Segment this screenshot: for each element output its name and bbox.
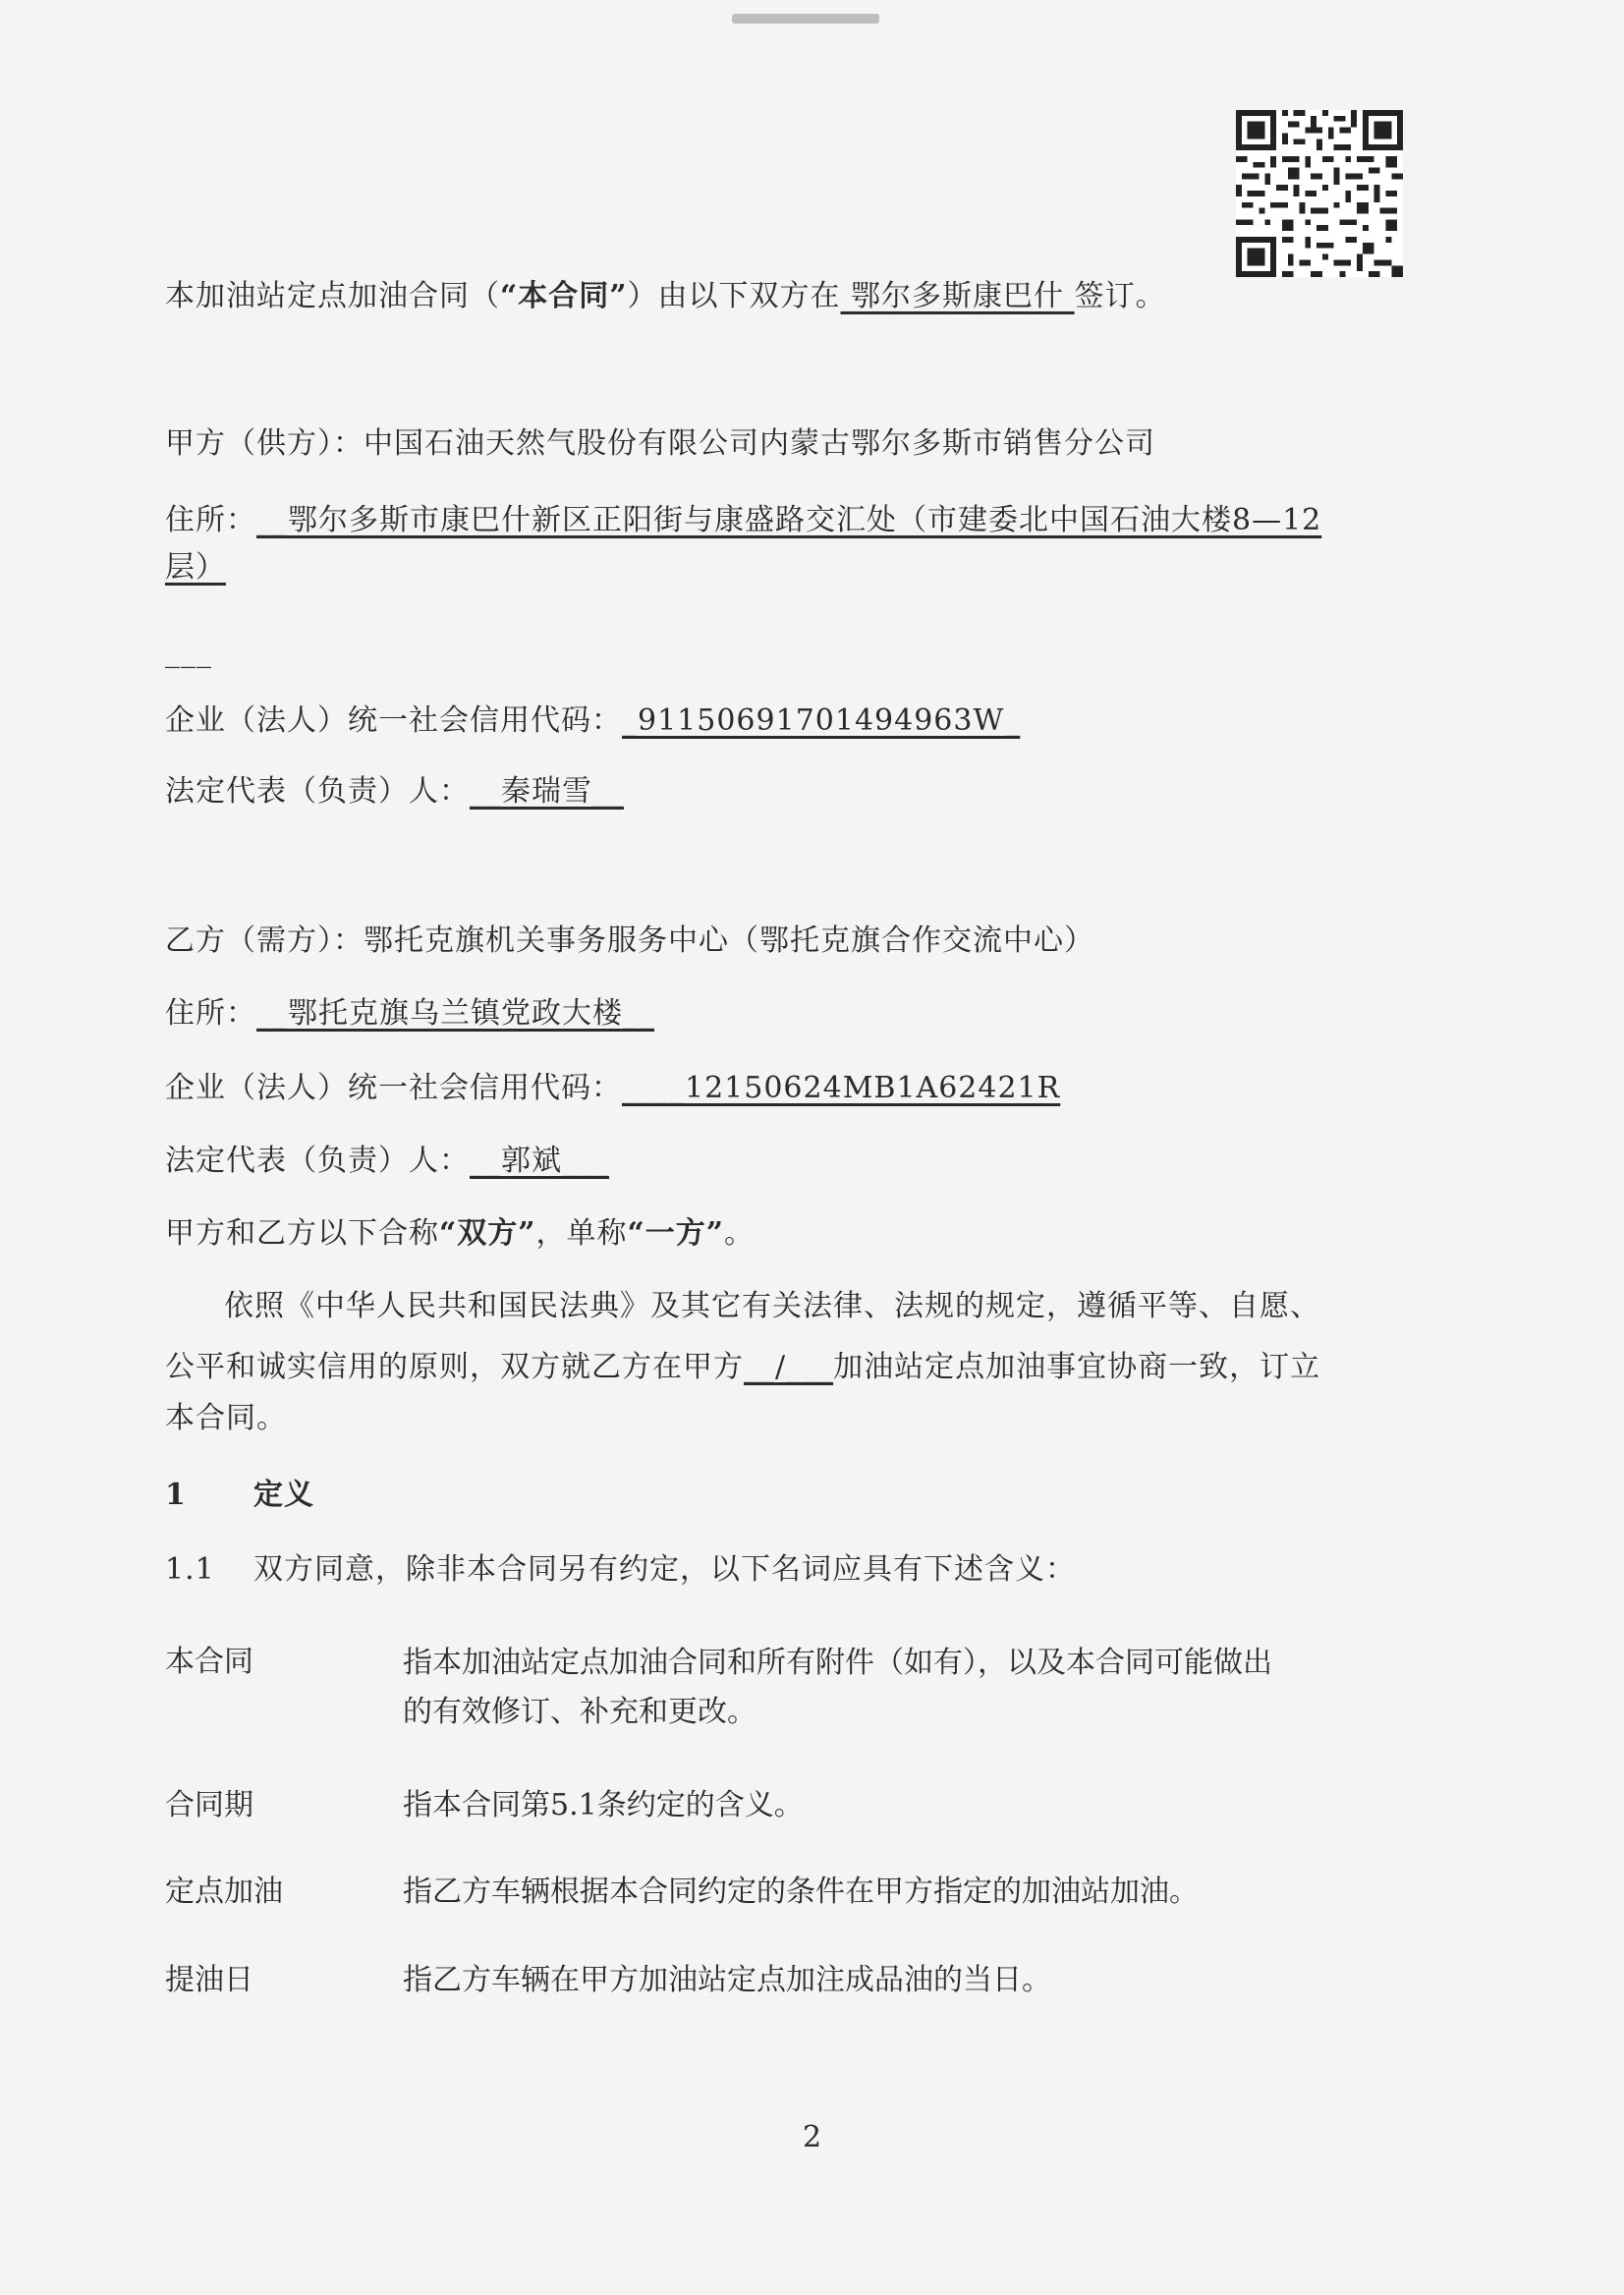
party-b-credit-label: 企业（法人）统一社会信用代码： [165, 1071, 622, 1105]
intro-middle: ）由以下双方在 [627, 279, 841, 313]
scan-mark [732, 14, 879, 24]
party-a-line [165, 424, 1155, 464]
intro-suffix: 签订。 [1074, 279, 1166, 313]
party-a-rep-line [165, 772, 624, 812]
basis-line-3 [165, 1399, 287, 1438]
party-a-rep-name: __秦瑞雪__ [470, 774, 624, 809]
definition-term: 合同期 [165, 1788, 253, 1822]
both-parties-suffix: 。 [724, 1216, 756, 1251]
clause-1-1-number-wrap [165, 1550, 215, 1590]
definition-desc-line: 的有效修订、补充和更改。 [403, 1695, 756, 1729]
party-a-address-line3 [165, 633, 212, 672]
term-one-party: “一方” [627, 1216, 725, 1251]
section-1-title: 定义 [253, 1478, 314, 1512]
section-1-number: 1 [165, 1478, 187, 1512]
party-a-address-line [165, 501, 1321, 540]
section-1-heading [165, 1476, 187, 1515]
party-a-name: 中国石油天然气股份有限公司内蒙古鄂尔多斯市销售分公司 [364, 426, 1155, 461]
party-b-address-line [165, 994, 654, 1034]
definition-desc [403, 1781, 1395, 1830]
definition-desc [403, 1868, 1395, 1917]
both-parties-mid: ，单称 [535, 1216, 628, 1251]
intro-prefix: 本加油站定点加油合同（ [165, 279, 500, 313]
signing-place: 鄂尔多斯康巴什 [840, 279, 1075, 313]
term-both-parties: “双方” [439, 1216, 536, 1251]
both-parties-prefix: 甲方和乙方以下合称 [165, 1216, 439, 1251]
basis-text-3: 本合同。 [165, 1401, 287, 1435]
party-a-credit-code: _91150691701494963W_ [622, 703, 1021, 738]
party-b-credit-line [165, 1069, 1060, 1108]
party-a-credit-line [165, 701, 1020, 741]
intro-line [165, 277, 1166, 316]
qr-code-icon [1236, 110, 1403, 277]
definition-term: 提油日 [165, 1963, 253, 1997]
party-a-address-cont: 层） [165, 550, 226, 585]
party-b-name: 鄂托克旗机关事务服务中心（鄂托克旗合作交流中心） [364, 924, 1094, 958]
party-a-address-label: 住所： [165, 503, 256, 537]
party-a-address-line2 [165, 548, 226, 588]
basis-text-2-prefix: 公平和诚实信用的原则，双方就乙方在甲方 [165, 1350, 744, 1384]
basis-text-2-suffix: 加油站定点加油事宜协商一致，订立 [833, 1350, 1321, 1384]
party-b-line [165, 922, 1094, 961]
party-a-label: 甲方（供方）： [165, 426, 364, 461]
clause-1-1-text-wrap [253, 1550, 1076, 1590]
party-b-rep-line [165, 1142, 609, 1181]
definition-desc [403, 1639, 1395, 1737]
party-a-rep-label: 法定代表（负责）人： [165, 774, 470, 809]
party-a-address-blank: ___ [165, 635, 212, 669]
party-a-address: __鄂尔多斯市康巴什新区正阳街与康盛路交汇处（市建委北中国石油大楼8—12 [256, 503, 1322, 537]
both-parties-line [165, 1214, 755, 1254]
station-blank: __/___ [744, 1350, 834, 1384]
definition-desc [403, 1956, 1395, 2005]
party-a-credit-label: 企业（法人）统一社会信用代码： [165, 703, 622, 738]
definition-term: 定点加油 [165, 1875, 283, 1909]
definition-desc-line: 指乙方车辆根据本合同约定的条件在甲方指定的加油站加油。 [403, 1875, 1199, 1909]
basis-line-2 [165, 1348, 1320, 1387]
party-b-credit-code: ____12150624MB1A62421R [622, 1071, 1061, 1105]
basis-line-1 [224, 1287, 1320, 1326]
basis-text-1: 依照《中华人民共和国民法典》及其它有关法律、法规的规定，遵循平等、自愿、 [224, 1289, 1320, 1323]
definition-desc-line: 指本加油站定点加油合同和所有附件（如有），以及本合同可能做出 [403, 1646, 1272, 1680]
definition-desc-line: 指本合同第5.1条约定的含义。 [403, 1788, 804, 1822]
party-b-address: __鄂托克旗乌兰镇党政大楼__ [256, 996, 654, 1031]
party-b-rep-name: __郭斌___ [470, 1144, 609, 1178]
clause-1-1-number: 1.1 [165, 1552, 215, 1587]
party-b-label: 乙方（需方）： [165, 924, 364, 958]
clause-1-1-text: 双方同意，除非本合同另有约定，以下名词应具有下述含义： [253, 1552, 1076, 1587]
definition-desc-line: 指乙方车辆在甲方加油站定点加注成品油的当日。 [403, 1963, 1051, 1997]
page-number: 2 [802, 2120, 822, 2155]
definition-term: 本合同 [165, 1645, 253, 1679]
section-1-title-wrap [253, 1476, 314, 1515]
party-b-rep-label: 法定代表（负责）人： [165, 1144, 470, 1178]
intro-short-name: “本合同” [500, 279, 628, 313]
party-b-address-label: 住所： [165, 996, 256, 1031]
